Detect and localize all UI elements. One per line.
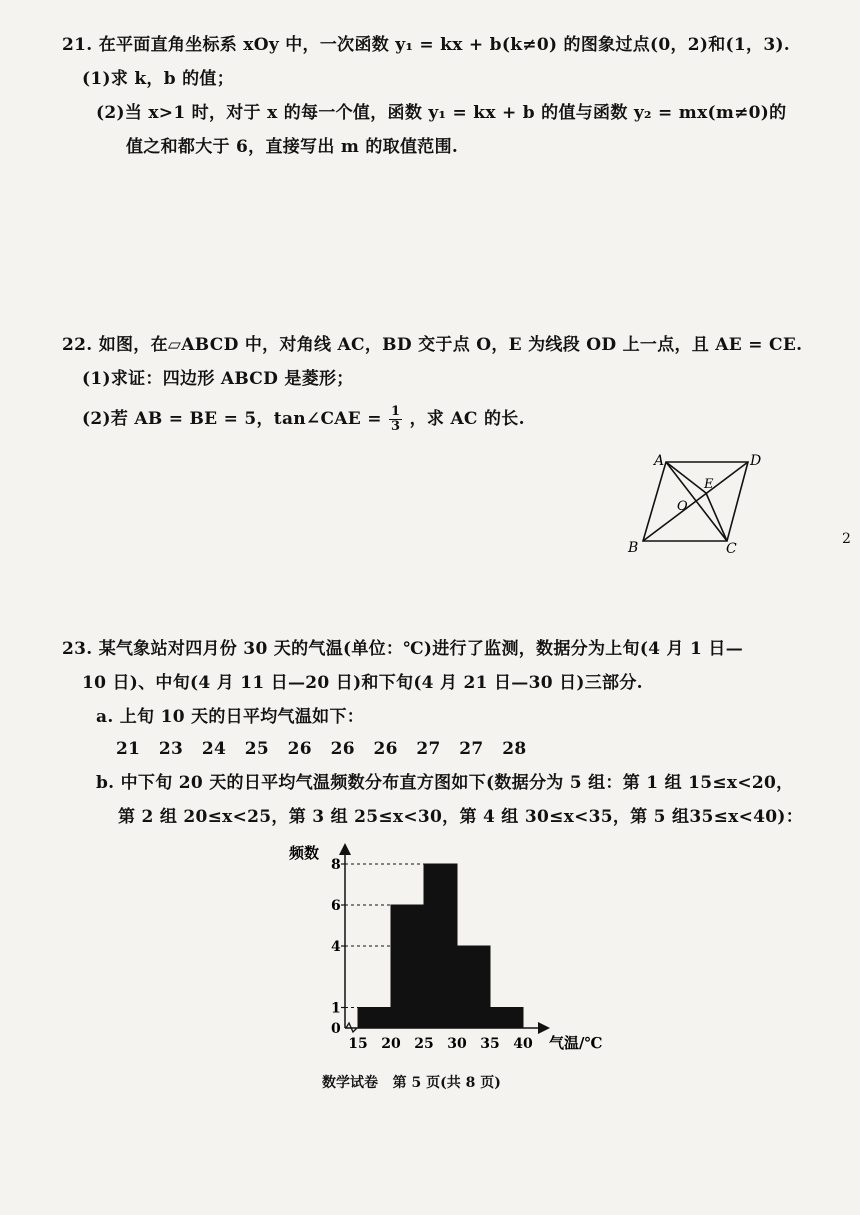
x-tick-label: 15: [348, 1036, 368, 1052]
histogram-bar: [457, 946, 490, 1028]
fraction-numerator: 1: [391, 404, 401, 419]
histogram-bar: [424, 864, 457, 1028]
q22-part2-text: (2)若 AB = BE = 5，tan∠CAE =: [82, 409, 382, 429]
diagonal-bd: [643, 462, 748, 541]
q21-part1: (1)求 k，b 的值；: [82, 69, 235, 89]
label-b: B: [628, 540, 639, 556]
q23-stem-line1: 23. 某气象站对四月份 30 天的气温(单位：℃)进行了监测，数据分为上旬(4 月 1 日—: [62, 639, 743, 659]
label-e: E: [704, 477, 714, 492]
q22-stem: 22. 如图，在▱ABCD 中，对角线 AC，BD 交于点 O，E 为线段 OD 上一点，且 AE = CE.: [62, 335, 803, 355]
fraction-denominator: 3: [391, 419, 401, 434]
temperature-histogram: [275, 840, 625, 1055]
x-tick-label: 35: [480, 1036, 500, 1052]
label-o: O: [677, 499, 688, 514]
page-footer: 数学试卷 第 5 页(共 8 页): [322, 1075, 501, 1091]
q23-part-b-line2: 第 2 组 20≤x<25，第 3 组 25≤x<30，第 4 组 30≤x<35，第 5 组35≤x<40)：: [118, 807, 804, 827]
q23-stem-line2: 10 日)、中旬(4 月 11 日—20 日)和下旬(4 月 21 日—30 日)三部分.: [82, 673, 643, 693]
x-tick-label: 25: [414, 1036, 434, 1052]
fraction-one-third: [389, 405, 402, 434]
q21-stem: 21. 在平面直角坐标系 xOy 中，一次函数 y₁ = kx + b(k≠0) 的图象过点(0，2)和(1，3).: [62, 35, 791, 55]
histogram-bar: [490, 1008, 523, 1029]
x-axis-label: 气温/℃: [549, 1034, 603, 1052]
label-a: A: [654, 453, 665, 469]
y-tick-label: 8: [331, 857, 341, 873]
label-c: C: [726, 541, 737, 557]
q21-part2-line1: (2)当 x>1 时，对于 x 的每一个值，函数 y₁ = kx + b 的值与函数 y₂ = mx(m≠0)的: [96, 103, 787, 123]
y-axis-label: 频数: [289, 844, 320, 862]
q23-part-a-values: 21 23 24 25 26 26 26 27 27 28: [116, 739, 527, 759]
margin-mark: 2: [842, 531, 852, 547]
q22-part2-text-end: ，求 AC 的长.: [409, 409, 525, 429]
q21-part2-line2: 值之和都大于 6，直接写出 m 的取值范围.: [126, 137, 459, 157]
q22-part1: (1)求证：四边形 ABCD 是菱形；: [82, 369, 354, 389]
histogram-bar: [391, 905, 424, 1028]
histogram-bar: [358, 1008, 391, 1029]
rhombus-figure: [620, 445, 780, 560]
q23-part-a-label: a. 上旬 10 天的日平均气温如下：: [96, 707, 365, 727]
q22-part2: [82, 405, 525, 434]
x-tick-label: 40: [513, 1036, 533, 1052]
y-tick-label: 1: [331, 1000, 341, 1017]
x-tick-label: 30: [447, 1036, 467, 1052]
label-d: D: [750, 453, 762, 469]
y-tick-label: 4: [331, 939, 341, 955]
y-tick-label: 6: [331, 898, 341, 914]
x-tick-label: 20: [381, 1036, 401, 1052]
y-tick-label: 0: [331, 1021, 341, 1037]
q23-part-b-line1: b. 中下旬 20 天的日平均气温频数分布直方图如下(数据分为 5 组：第 1 组 15≤x<20，: [96, 773, 794, 793]
